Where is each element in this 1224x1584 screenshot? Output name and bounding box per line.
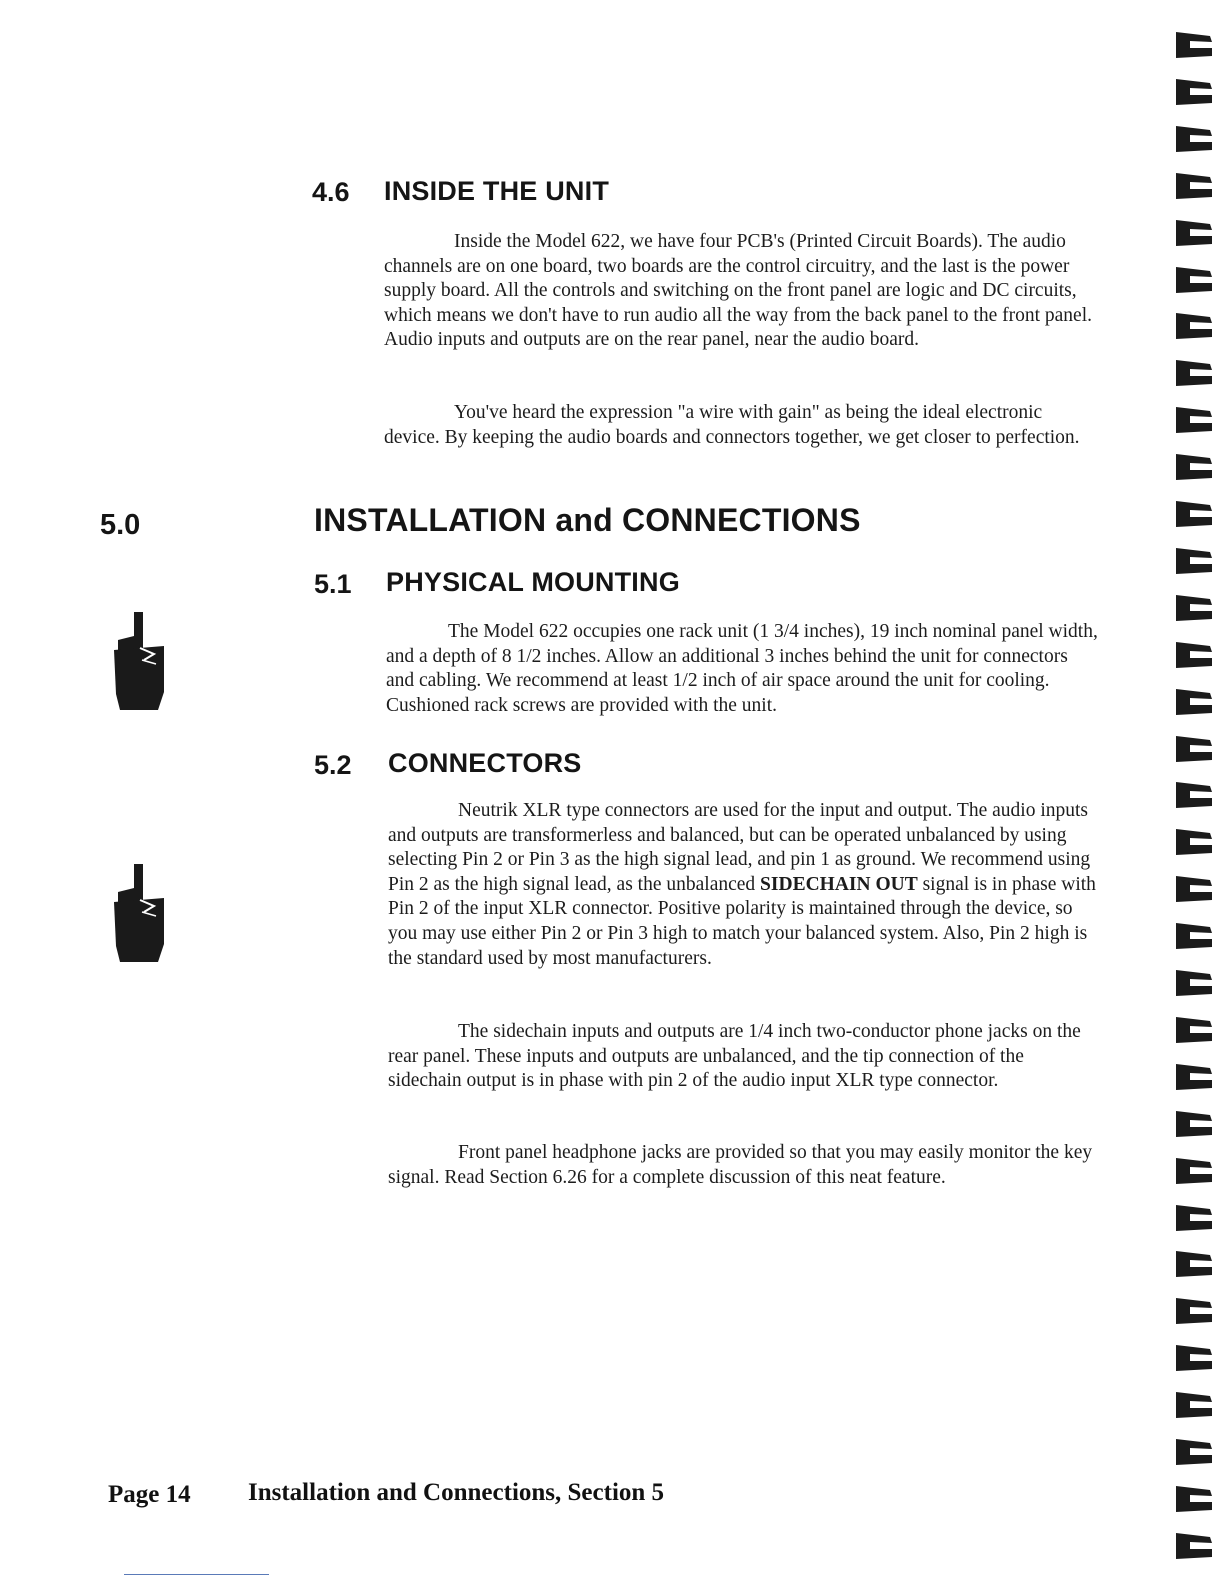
section-5-2-title: CONNECTORS — [388, 748, 582, 778]
spiral-binding-icon — [1176, 642, 1216, 668]
spiral-binding-icon — [1176, 548, 1216, 574]
spiral-binding-icon — [1176, 1251, 1216, 1277]
section-5-1-title: PHYSICAL MOUNTING — [386, 567, 680, 597]
bottom-rule — [124, 1574, 269, 1575]
spiral-binding-icon — [1176, 1064, 1216, 1090]
spiral-binding-icon — [1176, 736, 1216, 762]
section-4-6-number: 4.6 — [312, 177, 350, 207]
spiral-binding-icon — [1176, 267, 1216, 293]
section-5-0-title: INSTALLATION and CONNECTIONS — [314, 502, 861, 538]
spiral-binding-icon — [1176, 1439, 1216, 1465]
spiral-binding-icon — [1176, 501, 1216, 527]
pointing-hand-icon — [114, 864, 166, 962]
section-4-6-title: INSIDE THE UNIT — [384, 176, 610, 206]
spiral-binding-icon — [1176, 126, 1216, 152]
spiral-binding-icon — [1176, 454, 1216, 480]
spiral-binding-icon — [1176, 1345, 1216, 1371]
spiral-binding-icon — [1176, 1392, 1216, 1418]
section-5-0-number: 5.0 — [100, 509, 141, 541]
spiral-binding-icon — [1176, 313, 1216, 339]
sidechain-out-label: SIDECHAIN OUT — [760, 873, 918, 895]
section-5-2-paragraph-3: Front panel headphone jacks are provided so that you may easily monitor the key signal. Read Section 6.26 for a complete discussion of this neat feature. — [388, 1142, 1093, 1188]
spiral-binding-icon — [1176, 829, 1216, 855]
spiral-binding-icon — [1176, 173, 1216, 199]
spiral-binding-icon — [1176, 970, 1216, 996]
section-5-1-paragraph-1: The Model 622 occupies one rack unit (1 3/4 inches), 19 inch nominal panel width, and a depth of 8 1/2 inches. Allow an additional 3 inches behind the unit for connectors and cabling. We recommend at least 1/2 inch of air space around the unit for cooling. Cushioned rack screws are provided with the unit. — [386, 621, 1098, 716]
spiral-binding-icon — [1176, 1205, 1216, 1231]
spiral-binding-icon — [1176, 1017, 1216, 1043]
spiral-binding-icon — [1176, 782, 1216, 808]
spiral-binding-icon — [1176, 407, 1216, 433]
section-5-2-paragraph-2: The sidechain inputs and outputs are 1/4 inch two-conductor phone jacks on the rear panel. These inputs and outputs are unbalanced, and the tip connection of the sidechain output is in phase with pin 2 of the audio input XLR type connector. — [388, 1021, 1081, 1092]
spiral-binding-icon — [1176, 1111, 1216, 1137]
spiral-binding-icon — [1176, 923, 1216, 949]
footer-page-number: Page 14 — [108, 1481, 191, 1508]
spiral-binding-icon — [1176, 876, 1216, 902]
spiral-binding-icon — [1176, 689, 1216, 715]
spiral-binding-icon — [1176, 220, 1216, 246]
section-4-6-paragraph-2: You've heard the expression "a wire with gain" as being the ideal electronic device. By keeping the audio boards and connectors together, we get closer to perfection. — [384, 402, 1080, 448]
footer-section-title: Installation and Connections, Section 5 — [248, 1479, 665, 1506]
pointing-hand-icon — [114, 612, 166, 710]
section-5-2-paragraph-1: Neutrik XLR type connectors are used for the input and output. The audio inputs and outputs are transformerless and balanced, but can be operated unbalanced by using selecting Pin 2 or Pin 3 as the high signal lead, and pin 1 as ground. We recommend using Pin 2 as the high signal lead, as the unbalanced SIDECHAIN OUT signal is in phase with Pin 2 of the input XLR connector. Positive polarity is maintained through the device, so you may use either Pin 2 or Pin 3 high to match your balanced system. Also, Pin 2 high is the standard used by most manufacturers. — [388, 800, 1096, 969]
spiral-binding-icon — [1176, 595, 1216, 621]
spiral-binding-icon — [1176, 360, 1216, 386]
spiral-binding-icon — [1176, 1533, 1216, 1559]
spiral-binding-icon — [1176, 32, 1216, 58]
spiral-binding-icon — [1176, 1486, 1216, 1512]
section-5-1-number: 5.1 — [314, 569, 352, 599]
spiral-binding-icon — [1176, 1158, 1216, 1184]
section-5-2-number: 5.2 — [314, 750, 352, 780]
spiral-binding-icon — [1176, 79, 1216, 105]
section-4-6-paragraph-1: Inside the Model 622, we have four PCB's (Printed Circuit Boards). The audio channels are on one board, two boards are the control circuitry, and the last is the power supply board. All the controls and switching on the front panel are logic and DC circuits, which means we don't have to run audio all the way from the back panel to the front panel. Audio inputs and outputs are on the rear panel, near the audio board. — [384, 231, 1092, 351]
spiral-binding-icon — [1176, 1298, 1216, 1324]
